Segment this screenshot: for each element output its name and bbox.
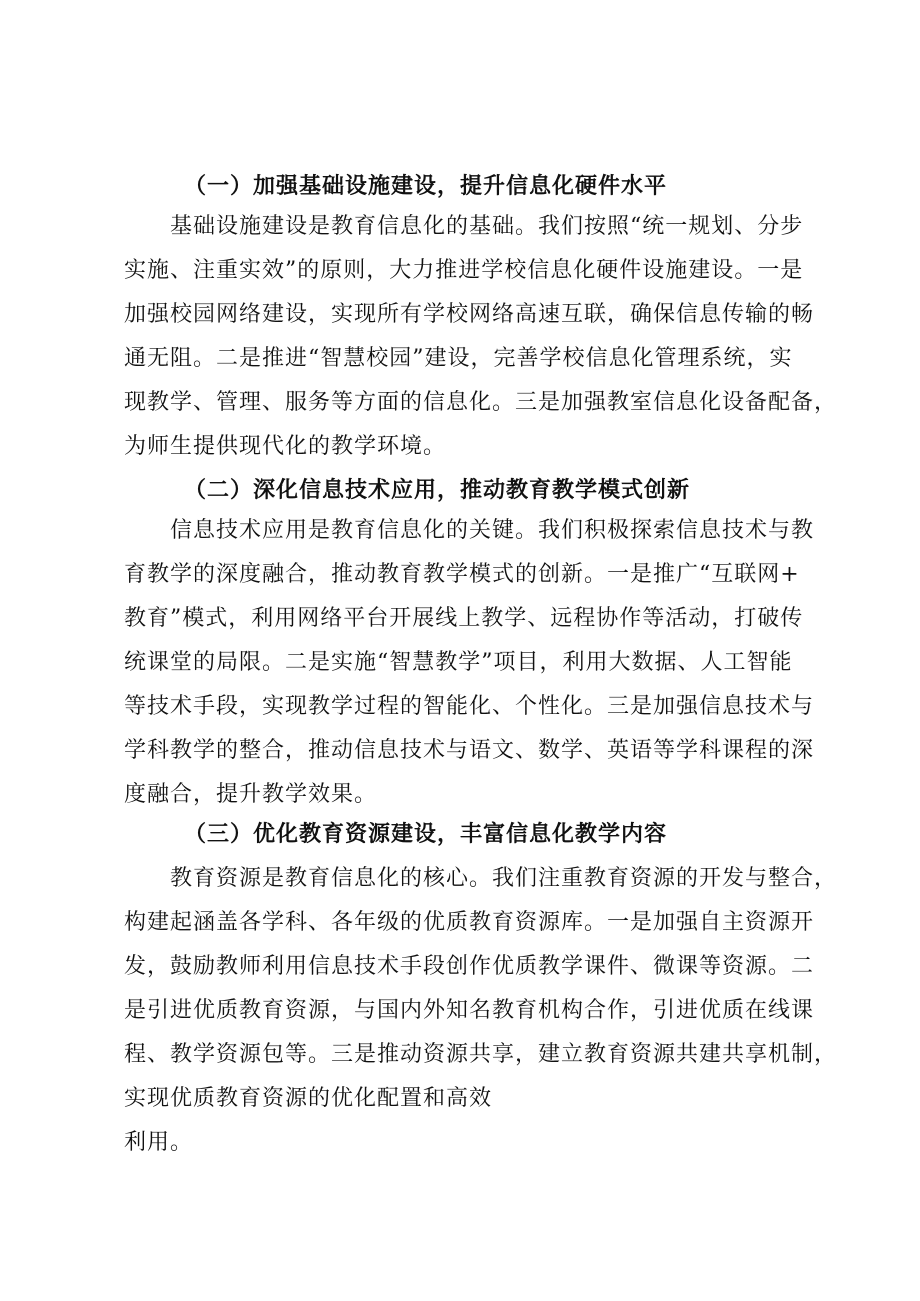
section-1-line-4: 通无阻。二是推进“智慧校园”建设，完善学校信息化管理系统，实 [124, 346, 793, 371]
section-1-line-5: 现教学、管理、服务等方面的信息化。三是加强教室信息化设备配备， [124, 390, 838, 415]
section-2-line-1: 信息技术应用是教育信息化的关键。我们积极探索信息技术与教 [170, 518, 815, 543]
section-1-heading: （一）加强基础设施建设，提升信息化硬件水平 [184, 174, 668, 199]
section-2-line-2: 育教学的深度融合，推动教育教学模式的创新。一是推广“互联网+ [124, 562, 800, 587]
section-2-line-7: 度融合，提升教学效果。 [124, 782, 378, 807]
section-3-line-4: 是引进优质教育资源，与国内外知名教育机构合作，引进优质在线课 [124, 998, 815, 1023]
section-1-line-2: 实施、注重实效”的原则，大力推进学校信息化硬件设施建设。一是 [124, 258, 804, 283]
section-2-heading: （二）深化信息技术应用，推动教育教学模式创新 [184, 478, 691, 503]
section-3-line-6: 实现优质教育资源的优化配置和高效 [124, 1086, 493, 1111]
section-1-line-3: 加强校园网络建设，实现所有学校网络高速互联，确保信息传输的畅 [124, 302, 815, 327]
section-3-line-1: 教育资源是教育信息化的核心。我们注重教育资源的开发与整合， [170, 866, 838, 891]
section-1-line-1: 基础设施建设是教育信息化的基础。我们按照“统一规划、分步 [170, 214, 804, 239]
section-2-line-3: 教育”模式，利用网络平台开展线上教学、远程协作等活动，打破传 [124, 606, 804, 631]
section-3-line-3: 发，鼓励教师利用信息技术手段创作优质教学课件、微课等资源。二 [124, 954, 815, 979]
section-3-line-7: 利用。 [124, 1130, 194, 1155]
section-3-line-2: 构建起涵盖各学科、各年级的优质教育资源库。一是加强自主资源开 [124, 910, 815, 935]
section-3-heading: （三）优化教育资源建设，丰富信息化教学内容 [184, 822, 668, 847]
section-3-line-5: 程、教学资源包等。三是推动资源共享，建立教育资源共建共享机制， [124, 1042, 838, 1067]
section-1-line-6: 为师生提供现代化的教学环境。 [124, 434, 447, 459]
section-2-line-6: 学科教学的整合，推动信息技术与语文、数学、英语等学科课程的深 [124, 738, 815, 763]
section-2-line-4: 统课堂的局限。二是实施“智慧教学”项目，利用大数据、人工智能 [124, 650, 793, 675]
section-2-line-5: 等技术手段，实现教学过程的智能化、个性化。三是加强信息技术与 [124, 694, 815, 719]
